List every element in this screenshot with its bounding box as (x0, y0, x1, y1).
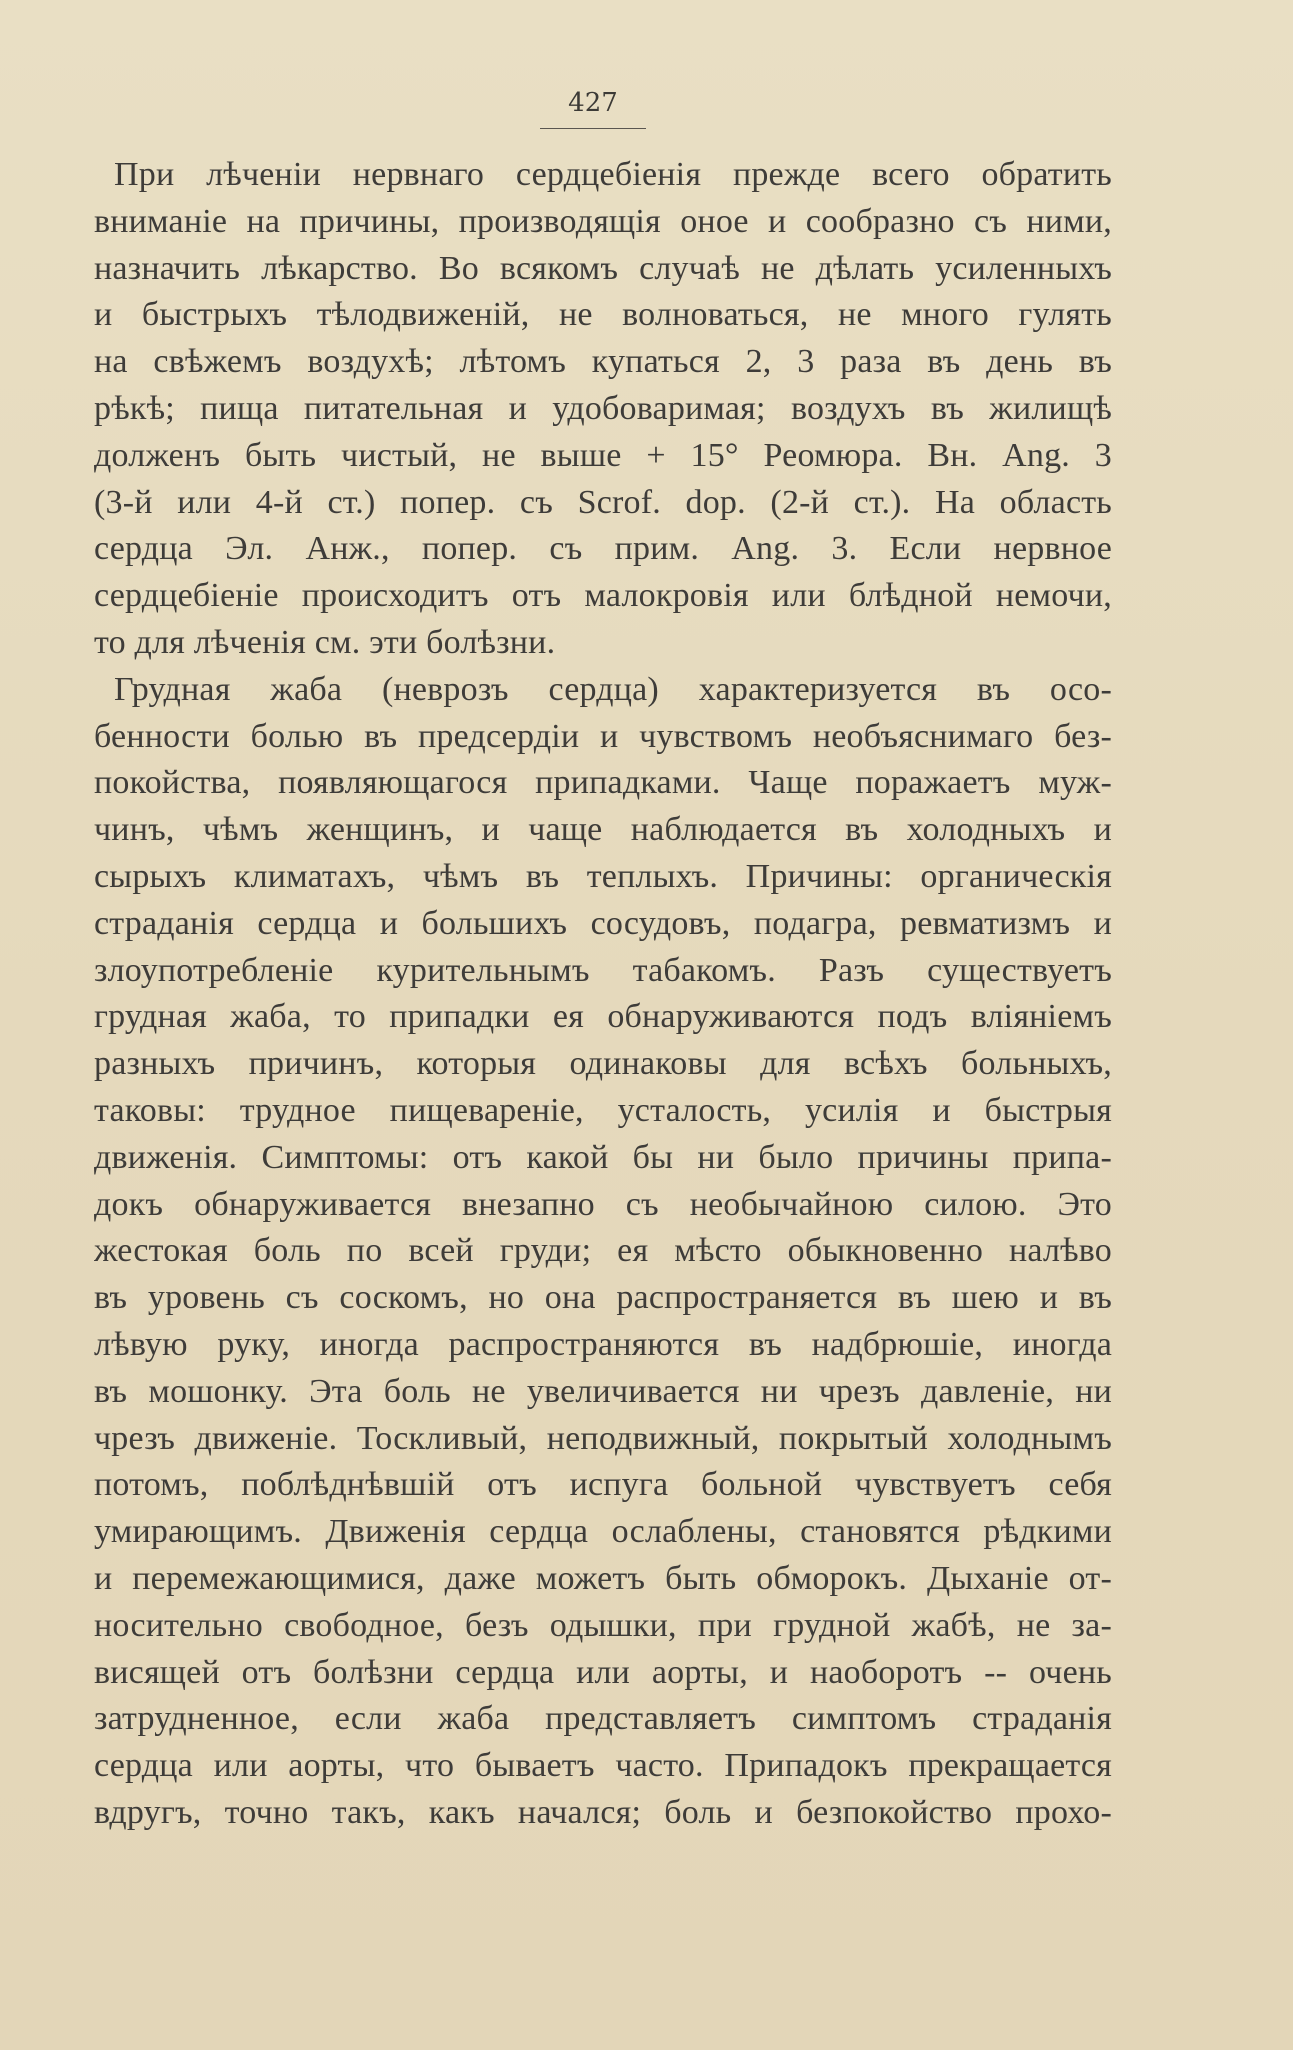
text-line: движенія. Симптомы: отъ какой бы ни было причины припа- (94, 1138, 1112, 1176)
text-line: грудная жаба, то припадки ея обнаруживаются подъ вліяніемъ (94, 998, 1112, 1036)
text-line: и быстрыхъ тѣлодвиженій, не волноваться, не много гулять (94, 296, 1112, 334)
text-line: Грудная жаба (неврозъ сердца) характеризуется въ осо- (114, 670, 1112, 708)
text-line: вдругъ, точно такъ, какъ начался; боль и безпокойство прохо- (94, 1793, 1112, 1831)
text-line: сердца Эл. Анж., попер. съ прим. Ang. 3. Если нервное (94, 530, 1112, 568)
text-line: на свѣжемъ воздухѣ; лѣтомъ купаться 2, 3 раза въ день въ (94, 343, 1112, 381)
text-line: назначить лѣкарство. Во всякомъ случаѣ не дѣлать усиленныхъ (94, 249, 1112, 287)
text-line: чрезъ движеніе. Тоскливый, неподвижный, покрытый холоднымъ (94, 1419, 1112, 1457)
text-line: умирающимъ. Движенія сердца ослаблены, становятся рѣдкими (94, 1513, 1112, 1551)
text-line: бенности болью въ предсердіи и чувствомъ необъяснимаго без- (94, 717, 1112, 755)
text-line: рѣкѣ; пища питательная и удобоваримая; воздухъ въ жилищѣ (94, 389, 1112, 427)
text-line: въ мошонку. Эта боль не увеличивается ни чрезъ давленіе, ни (94, 1372, 1112, 1410)
text-line: въ уровень съ соскомъ, но она распространяется въ шею и въ (94, 1279, 1112, 1317)
text-line: страданія сердца и большихъ сосудовъ, подагра, ревматизмъ и (94, 904, 1112, 942)
text-line: докъ обнаруживается внезапно съ необычайною силою. Это (94, 1185, 1112, 1223)
text-line: затрудненное, если жаба представляетъ симптомъ страданія (94, 1700, 1112, 1738)
text-line: потомъ, поблѣднѣвшій отъ испуга больной чувствуетъ себя (94, 1466, 1112, 1504)
text-line: лѣвую руку, иногда распространяются въ надбрюшіе, иногда (94, 1325, 1112, 1363)
page-text (94, 152, 1112, 1837)
text-line: При лѣченіи нервнаго сердцебіенія прежде всего обратить (114, 156, 1112, 193)
header-rule (540, 128, 646, 129)
text-line: злоупотребленіе курительнымъ табакомъ. Разъ существуетъ (94, 951, 1112, 989)
text-line: (3-й или 4-й ст.) попер. съ Scrof. dop. (2-й ст.). На область (94, 483, 1112, 521)
page-number: 427 (568, 88, 618, 118)
text-line: сердцебіеніе происходитъ отъ малокровія или блѣдной немочи, (94, 577, 1112, 615)
text-line: то для лѣченія см. эти болѣзни. (94, 623, 556, 661)
text-line: сердца или аорты, что бываетъ часто. Припадокъ прекращается (94, 1747, 1112, 1785)
text-line: висящей отъ болѣзни сердца или аорты, и наоборотъ -- очень (94, 1653, 1112, 1691)
text-line: и перемежающимися, даже можетъ быть обморокъ. Дыханіе от- (94, 1559, 1112, 1597)
text-line: разныхъ причинъ, которыя одинаковы для всѣхъ больныхъ, (94, 1045, 1112, 1083)
paragraph-treatment (94, 152, 1112, 667)
text-line: носительно свободное, безъ одышки, при грудной жабѣ, не за- (94, 1606, 1112, 1644)
text-line: жестокая боль по всей груди; ея мѣсто обыкновенно налѣво (94, 1232, 1112, 1270)
paragraph-angina (94, 667, 1112, 1837)
text-line: вниманіе на причины, производящія оное и сообразно съ ними, (94, 202, 1112, 240)
text-line: покойства, появляющагося припадками. Чаще поражаетъ муж- (94, 764, 1112, 802)
text-line: таковы: трудное пищевареніе, усталость, усилія и быстрыя (94, 1091, 1112, 1129)
text-line: сырыхъ климатахъ, чѣмъ въ теплыхъ. Причины: органическія (94, 857, 1112, 895)
text-line: долженъ быть чистый, не выше + 15° Реомюра. Вн. Ang. 3 (94, 436, 1112, 474)
text-line: чинъ, чѣмъ женщинъ, и чаще наблюдается въ холодныхъ и (94, 811, 1112, 849)
